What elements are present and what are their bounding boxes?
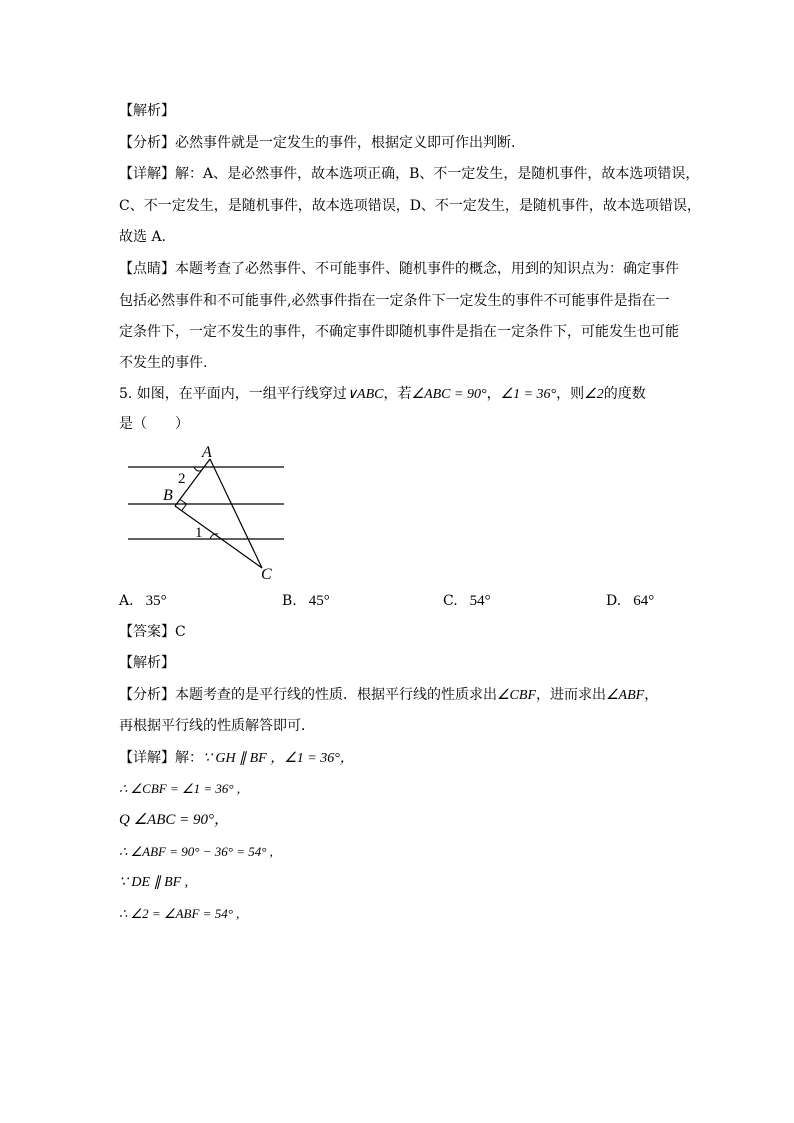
option-c-letter: C. bbox=[443, 593, 458, 609]
dianjing-line-1: 【点睛】本题考查了必然事件、不可能事件、随机事件的概念，用到的知识点为：确定事件 bbox=[119, 261, 679, 277]
q5-fenxi-text: 【分析】本题考查的是平行线的性质．根据平行线的性质求出 bbox=[119, 687, 497, 703]
q5-xiangjie-label: 【详解】解： bbox=[119, 750, 203, 766]
q5-answer: 【答案】C bbox=[119, 624, 186, 640]
q5-fenxi-line-2: 再根据平行线的性质解答即可． bbox=[119, 718, 315, 734]
option-c-value: 54° bbox=[469, 593, 491, 609]
q5-analysis-heading: 【解析】 bbox=[119, 655, 175, 671]
dianjing-line-4: 不发生的事件. bbox=[119, 355, 208, 371]
q5-fenxi-angle-abf: ∠ABF bbox=[606, 688, 645, 703]
q5-stem-text: 的度数 bbox=[603, 386, 646, 402]
q5-triangle-symbol: ∨ABC bbox=[346, 387, 384, 402]
option-b-letter: B. bbox=[282, 593, 297, 609]
q5-stem-line-2: 是（ ） bbox=[119, 416, 189, 432]
angle-2-arc bbox=[194, 467, 202, 471]
dianjing-line-2: 包括必然事件和不可能事件,必然事件指在一定条件下一定发生的事件不可能事件是指在一 bbox=[119, 293, 670, 309]
option-a-value: 35° bbox=[145, 593, 167, 609]
option-c[interactable] bbox=[443, 593, 491, 610]
q5-condition-abc: ∠ABC = 90° bbox=[411, 387, 487, 402]
q5-stem-prefix: 5. 如图，在平面内，一组平行线穿过 bbox=[119, 386, 347, 402]
angle-label-2: 2 bbox=[178, 471, 186, 487]
q5-fenxi-line-1 bbox=[119, 685, 658, 706]
option-b[interactable] bbox=[282, 593, 330, 610]
segment-ac bbox=[210, 459, 262, 568]
option-d-letter: D. bbox=[606, 593, 622, 609]
right-angle-mark bbox=[180, 500, 187, 511]
q5-step-1 bbox=[119, 748, 354, 769]
q5-step-5: ∵ DE ∥ BF , bbox=[119, 875, 189, 890]
q5-step-6: ∴ ∠2 = ∠ABF = 54° , bbox=[119, 906, 240, 921]
xiangjie-line-1: 【详解】解：A、是必然事件，故本选项正确，B、不一定发生，是随机事件，故本选项错误， bbox=[119, 166, 700, 182]
q5-fenxi-text: ，进而求出 bbox=[536, 687, 606, 703]
option-d[interactable] bbox=[606, 593, 654, 610]
analysis-heading: 【解析】 bbox=[119, 103, 175, 119]
option-a-letter: A. bbox=[119, 593, 134, 609]
option-a[interactable] bbox=[119, 593, 167, 610]
q5-stem-text: ，若 bbox=[383, 386, 412, 402]
q5-geometry-figure bbox=[118, 440, 298, 585]
dianjing-line-3: 定条件下，一定不发生的事件，不确定事件即随机事件是指在一定条件下，可能发生也可能 bbox=[119, 324, 679, 340]
q5-fenxi-angle-cbf: ∠CBF bbox=[497, 688, 536, 703]
q5-condition-angle1: ∠1 = 36° bbox=[500, 387, 557, 402]
q5-step-3: Q ∠ABC = 90°， bbox=[119, 812, 229, 828]
q5-stem-text: ， bbox=[486, 386, 501, 402]
q5-fenxi-text: ， bbox=[644, 687, 659, 703]
fenxi-paragraph: 【分析】必然事件就是一定发生的事件，根据定义即可作出判断. bbox=[119, 135, 516, 151]
vertex-label-b: B bbox=[163, 487, 173, 504]
xiangjie-line-2: C、不一定发生，是随机事件，故本选项错误，D、不一定发生，是随机事件，故本选项错误， bbox=[119, 198, 701, 214]
q5-stem-line-1 bbox=[119, 384, 646, 405]
vertex-label-a: A bbox=[202, 444, 212, 461]
xiangjie-line-3: 故选 A. bbox=[119, 229, 167, 245]
segment-bc bbox=[175, 506, 262, 568]
q5-step-1-math: ∵ GH ∥ BF ，∠1 = 36°， bbox=[203, 751, 354, 766]
angle-label-1: 1 bbox=[195, 525, 203, 541]
option-b-value: 45° bbox=[308, 593, 330, 609]
q5-step-2: ∴ ∠CBF = ∠1 = 36° , bbox=[119, 781, 241, 796]
option-d-value: 64° bbox=[633, 593, 655, 609]
vertex-label-c: C bbox=[261, 566, 272, 583]
q5-stem-text: ，则 bbox=[556, 386, 585, 402]
q5-ask-angle2: ∠2 bbox=[584, 387, 604, 402]
q5-step-4: ∴ ∠ABF = 90° − 36° = 54° , bbox=[119, 844, 273, 859]
